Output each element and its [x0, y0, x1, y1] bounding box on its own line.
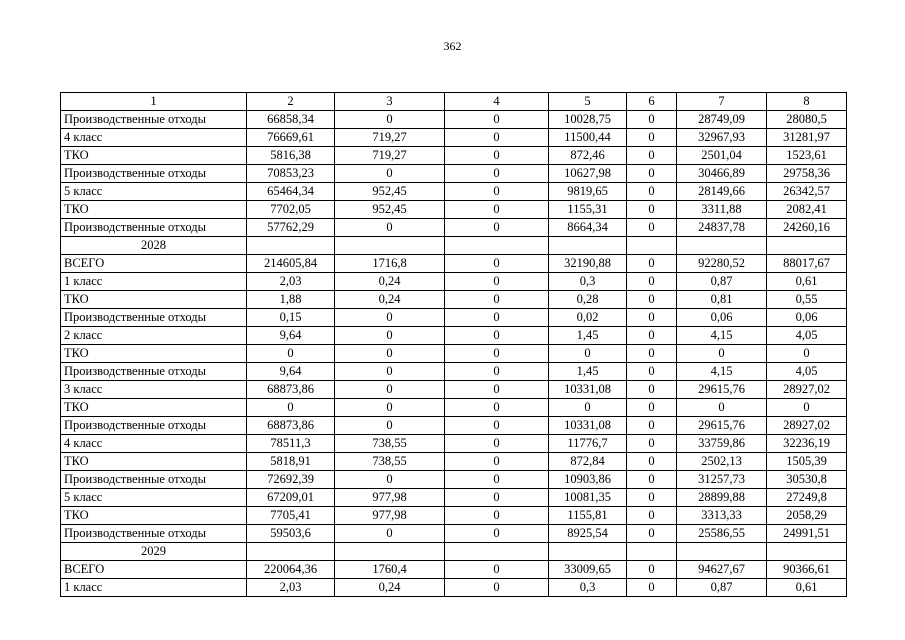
value-cell: 88017,67 [767, 255, 847, 273]
value-cell: 0 [677, 345, 767, 363]
value-cell: 78511,3 [247, 435, 335, 453]
value-cell: 70853,23 [247, 165, 335, 183]
value-cell: 0 [627, 327, 677, 345]
value-cell: 5816,38 [247, 147, 335, 165]
value-cell: 0,3 [549, 579, 627, 597]
table-row [61, 273, 847, 291]
value-cell: 28927,02 [767, 381, 847, 399]
value-cell: 0 [445, 309, 549, 327]
table-row [61, 399, 847, 417]
table-row [61, 363, 847, 381]
value-cell: 0 [445, 129, 549, 147]
value-cell: 0 [335, 309, 445, 327]
value-cell: 24837,78 [677, 219, 767, 237]
value-cell: 3313,33 [677, 507, 767, 525]
category-cell: ВСЕГО [61, 561, 247, 579]
value-cell: 2502,13 [677, 453, 767, 471]
column-header: 6 [627, 93, 677, 111]
value-cell: 32190,88 [549, 255, 627, 273]
value-cell: 0 [335, 363, 445, 381]
value-cell: 0 [445, 327, 549, 345]
value-cell: 0,24 [335, 579, 445, 597]
value-cell: 2082,41 [767, 201, 847, 219]
value-cell: 92280,52 [677, 255, 767, 273]
value-cell: 1,88 [247, 291, 335, 309]
value-cell: 0 [335, 381, 445, 399]
category-cell: Производственные отходы [61, 525, 247, 543]
header-row [61, 93, 847, 111]
value-cell: 0 [445, 291, 549, 309]
value-cell: 0 [445, 579, 549, 597]
value-cell: 0 [445, 345, 549, 363]
value-cell: 7705,41 [247, 507, 335, 525]
year-row [61, 237, 847, 255]
category-cell: Производственные отходы [61, 219, 247, 237]
value-cell: 977,98 [335, 507, 445, 525]
table-row [61, 453, 847, 471]
table-row [61, 417, 847, 435]
value-cell: 0 [247, 399, 335, 417]
table-row [61, 147, 847, 165]
value-cell: 0 [335, 345, 445, 363]
value-cell [335, 543, 445, 561]
value-cell: 2501,04 [677, 147, 767, 165]
value-cell: 28927,02 [767, 417, 847, 435]
value-cell: 0 [445, 363, 549, 381]
value-cell: 1,45 [549, 327, 627, 345]
value-cell: 0,24 [335, 273, 445, 291]
value-cell: 0 [445, 219, 549, 237]
value-cell: 7702,05 [247, 201, 335, 219]
table-row [61, 471, 847, 489]
category-cell: ТКО [61, 147, 247, 165]
value-cell: 0 [445, 183, 549, 201]
table-row [61, 489, 847, 507]
value-cell: 0 [335, 327, 445, 345]
value-cell: 0 [335, 471, 445, 489]
category-cell: ТКО [61, 399, 247, 417]
value-cell: 738,55 [335, 453, 445, 471]
value-cell [627, 543, 677, 561]
value-cell: 29615,76 [677, 381, 767, 399]
value-cell: 4,15 [677, 363, 767, 381]
value-cell: 1760,4 [335, 561, 445, 579]
value-cell: 8664,34 [549, 219, 627, 237]
category-cell: 5 класс [61, 489, 247, 507]
value-cell: 0 [445, 201, 549, 219]
value-cell [549, 237, 627, 255]
value-cell: 5818,91 [247, 453, 335, 471]
value-cell: 0,06 [767, 309, 847, 327]
value-cell: 2058,29 [767, 507, 847, 525]
value-cell: 0 [445, 561, 549, 579]
table-row [61, 327, 847, 345]
category-cell: Производственные отходы [61, 111, 247, 129]
category-cell: ТКО [61, 507, 247, 525]
value-cell: 33759,86 [677, 435, 767, 453]
value-cell: 0,55 [767, 291, 847, 309]
value-cell: 28749,09 [677, 111, 767, 129]
value-cell: 0 [445, 525, 549, 543]
value-cell: 0 [767, 345, 847, 363]
value-cell: 0,87 [677, 273, 767, 291]
value-cell: 59503,6 [247, 525, 335, 543]
table-row [61, 183, 847, 201]
value-cell: 0 [335, 525, 445, 543]
table-row [61, 561, 847, 579]
value-cell: 0 [627, 399, 677, 417]
table-row [61, 255, 847, 273]
category-cell: ТКО [61, 291, 247, 309]
value-cell: 32236,19 [767, 435, 847, 453]
value-cell: 0 [627, 453, 677, 471]
value-cell: 952,45 [335, 183, 445, 201]
value-cell: 0 [445, 399, 549, 417]
value-cell: 0 [335, 111, 445, 129]
value-cell: 0 [627, 345, 677, 363]
value-cell: 25586,55 [677, 525, 767, 543]
value-cell: 0 [627, 111, 677, 129]
value-cell [247, 543, 335, 561]
category-cell: 1 класс [61, 579, 247, 597]
value-cell: 1155,31 [549, 201, 627, 219]
value-cell: 2,03 [247, 579, 335, 597]
value-cell: 30530,8 [767, 471, 847, 489]
value-cell: 0 [445, 417, 549, 435]
value-cell: 0 [335, 219, 445, 237]
category-cell: 3 класс [61, 381, 247, 399]
value-cell: 0 [335, 165, 445, 183]
category-cell: 4 класс [61, 435, 247, 453]
value-cell: 28899,88 [677, 489, 767, 507]
value-cell: 0 [549, 345, 627, 363]
value-cell: 0,3 [549, 273, 627, 291]
column-header: 5 [549, 93, 627, 111]
value-cell: 0 [627, 561, 677, 579]
value-cell [445, 543, 549, 561]
value-cell: 9,64 [247, 363, 335, 381]
value-cell: 0,24 [335, 291, 445, 309]
value-cell: 0 [627, 273, 677, 291]
value-cell: 0 [627, 435, 677, 453]
column-header: 1 [61, 93, 247, 111]
value-cell: 90366,61 [767, 561, 847, 579]
value-cell: 10331,08 [549, 417, 627, 435]
value-cell: 0,61 [767, 579, 847, 597]
value-cell: 0 [627, 417, 677, 435]
value-cell: 24991,51 [767, 525, 847, 543]
value-cell: 0,28 [549, 291, 627, 309]
waste-data-table [60, 92, 847, 597]
value-cell: 4,05 [767, 363, 847, 381]
value-cell: 0 [627, 309, 677, 327]
category-cell: Производственные отходы [61, 417, 247, 435]
value-cell: 1,45 [549, 363, 627, 381]
value-cell: 0 [627, 255, 677, 273]
value-cell: 0 [335, 399, 445, 417]
value-cell: 0 [627, 147, 677, 165]
value-cell: 66858,34 [247, 111, 335, 129]
value-cell: 0 [627, 381, 677, 399]
category-cell: Производственные отходы [61, 165, 247, 183]
value-cell [767, 237, 847, 255]
category-cell: Производственные отходы [61, 471, 247, 489]
value-cell: 0,15 [247, 309, 335, 327]
value-cell: 11500,44 [549, 129, 627, 147]
value-cell: 0 [627, 129, 677, 147]
value-cell: 0 [627, 219, 677, 237]
value-cell: 31281,97 [767, 129, 847, 147]
value-cell: 0 [445, 255, 549, 273]
value-cell: 76669,61 [247, 129, 335, 147]
value-cell: 0 [445, 435, 549, 453]
category-cell: ВСЕГО [61, 255, 247, 273]
value-cell: 872,46 [549, 147, 627, 165]
value-cell: 0 [627, 507, 677, 525]
value-cell: 0 [445, 489, 549, 507]
column-header: 4 [445, 93, 549, 111]
value-cell: 9819,65 [549, 183, 627, 201]
value-cell: 68873,86 [247, 381, 335, 399]
value-cell: 32967,93 [677, 129, 767, 147]
value-cell: 220064,36 [247, 561, 335, 579]
value-cell: 719,27 [335, 129, 445, 147]
value-cell: 29758,36 [767, 165, 847, 183]
value-cell: 952,45 [335, 201, 445, 219]
value-cell [627, 237, 677, 255]
table-body [61, 111, 847, 597]
value-cell: 0 [767, 399, 847, 417]
value-cell: 10081,35 [549, 489, 627, 507]
value-cell: 10627,98 [549, 165, 627, 183]
value-cell: 26342,57 [767, 183, 847, 201]
value-cell [549, 543, 627, 561]
value-cell: 27249,8 [767, 489, 847, 507]
value-cell: 94627,67 [677, 561, 767, 579]
category-cell: Производственные отходы [61, 363, 247, 381]
value-cell: 0 [445, 165, 549, 183]
value-cell: 0 [445, 147, 549, 165]
value-cell: 0,06 [677, 309, 767, 327]
value-cell: 0 [445, 381, 549, 399]
value-cell: 0,02 [549, 309, 627, 327]
value-cell: 9,64 [247, 327, 335, 345]
value-cell: 0 [445, 273, 549, 291]
value-cell: 10028,75 [549, 111, 627, 129]
value-cell: 738,55 [335, 435, 445, 453]
year-row [61, 543, 847, 561]
value-cell: 28149,66 [677, 183, 767, 201]
value-cell: 0 [627, 579, 677, 597]
column-header: 8 [767, 93, 847, 111]
value-cell: 11776,7 [549, 435, 627, 453]
category-cell: 5 класс [61, 183, 247, 201]
value-cell: 0 [627, 525, 677, 543]
value-cell: 0 [677, 399, 767, 417]
value-cell: 0 [627, 201, 677, 219]
value-cell: 0 [247, 345, 335, 363]
table-row [61, 579, 847, 597]
value-cell: 4,05 [767, 327, 847, 345]
value-cell: 1155,81 [549, 507, 627, 525]
table-row [61, 111, 847, 129]
value-cell: 10903,86 [549, 471, 627, 489]
value-cell: 1523,61 [767, 147, 847, 165]
category-cell: Производственные отходы [61, 309, 247, 327]
category-cell: ТКО [61, 201, 247, 219]
table-row [61, 165, 847, 183]
column-header: 3 [335, 93, 445, 111]
category-cell: ТКО [61, 453, 247, 471]
value-cell: 0 [445, 111, 549, 129]
value-cell [767, 543, 847, 561]
category-cell: 2 класс [61, 327, 247, 345]
value-cell: 214605,84 [247, 255, 335, 273]
value-cell: 0 [627, 291, 677, 309]
value-cell: 0 [627, 471, 677, 489]
value-cell: 0 [445, 507, 549, 525]
value-cell: 4,15 [677, 327, 767, 345]
value-cell: 1716,8 [335, 255, 445, 273]
value-cell: 3311,88 [677, 201, 767, 219]
table-row [61, 381, 847, 399]
value-cell: 0 [627, 165, 677, 183]
value-cell: 29615,76 [677, 417, 767, 435]
table-row [61, 129, 847, 147]
value-cell: 0 [549, 399, 627, 417]
value-cell: 31257,73 [677, 471, 767, 489]
year-label: 2029 [61, 543, 247, 561]
value-cell: 0 [445, 471, 549, 489]
column-header: 7 [677, 93, 767, 111]
table-row [61, 435, 847, 453]
year-label: 2028 [61, 237, 247, 255]
value-cell: 72692,39 [247, 471, 335, 489]
value-cell: 872,84 [549, 453, 627, 471]
value-cell [677, 543, 767, 561]
page-number: 362 [443, 39, 462, 53]
table-row [61, 309, 847, 327]
value-cell: 8925,54 [549, 525, 627, 543]
value-cell: 10331,08 [549, 381, 627, 399]
category-cell: 1 класс [61, 273, 247, 291]
value-cell: 30466,89 [677, 165, 767, 183]
value-cell: 0,81 [677, 291, 767, 309]
value-cell: 65464,34 [247, 183, 335, 201]
value-cell [247, 237, 335, 255]
value-cell [335, 237, 445, 255]
value-cell: 719,27 [335, 147, 445, 165]
value-cell: 0 [445, 453, 549, 471]
category-cell: ТКО [61, 345, 247, 363]
table-row [61, 291, 847, 309]
table-row [61, 345, 847, 363]
value-cell: 24260,16 [767, 219, 847, 237]
value-cell: 68873,86 [247, 417, 335, 435]
value-cell: 977,98 [335, 489, 445, 507]
value-cell [677, 237, 767, 255]
value-cell [445, 237, 549, 255]
value-cell: 2,03 [247, 273, 335, 291]
value-cell: 28080,5 [767, 111, 847, 129]
value-cell: 57762,29 [247, 219, 335, 237]
value-cell: 67209,01 [247, 489, 335, 507]
value-cell: 0,87 [677, 579, 767, 597]
column-header: 2 [247, 93, 335, 111]
table-row [61, 525, 847, 543]
table-row [61, 201, 847, 219]
value-cell: 33009,65 [549, 561, 627, 579]
value-cell: 0,61 [767, 273, 847, 291]
table-row [61, 219, 847, 237]
value-cell: 0 [627, 363, 677, 381]
value-cell: 0 [627, 489, 677, 507]
value-cell: 0 [335, 417, 445, 435]
table-row [61, 507, 847, 525]
value-cell: 1505,39 [767, 453, 847, 471]
value-cell: 0 [627, 183, 677, 201]
category-cell: 4 класс [61, 129, 247, 147]
